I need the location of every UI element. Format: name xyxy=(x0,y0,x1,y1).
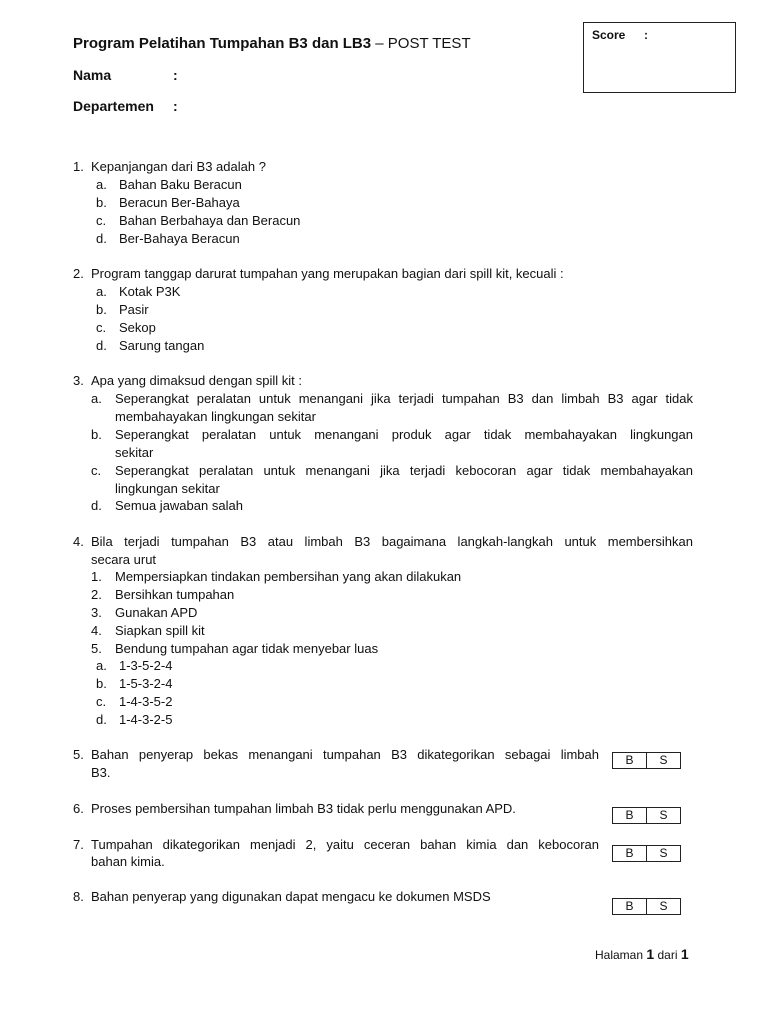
option-letter: d. xyxy=(96,338,107,353)
true-option[interactable]: B xyxy=(613,899,647,914)
footer-middle: dari xyxy=(654,948,681,962)
true-false-box xyxy=(612,845,681,862)
option-text: Pasir xyxy=(119,302,149,317)
document-title xyxy=(73,35,471,52)
option-text: Bahan Baku Beracun xyxy=(119,177,242,192)
total-pages: 1 xyxy=(680,946,689,962)
nama-colon: : xyxy=(173,67,178,83)
step-text: Bersihkan tumpahan xyxy=(115,587,235,602)
question-text: Bahan penyerap bekas menangani tumpahan B3 dikategorikan sebagai limbah xyxy=(91,747,599,762)
option-text-continued: lingkungan sekitar xyxy=(115,481,220,496)
title-bold: Program Pelatihan Tumpahan B3 dan LB3 xyxy=(73,35,372,52)
option-text-continued: sekitar xyxy=(115,445,154,460)
step-number: 3. xyxy=(91,605,102,620)
option-letter: a. xyxy=(96,177,107,192)
question-number: 1. xyxy=(73,159,84,174)
nama-label: Nama xyxy=(73,67,112,83)
question-text: Bahan penyerap yang digunakan dapat mengacu ke dokumen MSDS xyxy=(91,889,491,904)
step-number: 1. xyxy=(91,569,102,584)
step-number: 2. xyxy=(91,587,102,602)
option-text: Kotak P3K xyxy=(119,284,181,299)
title-suffix: – POST TEST xyxy=(371,35,471,52)
option-letter: c. xyxy=(96,694,107,709)
question-number: 7. xyxy=(73,837,84,852)
option-letter: b. xyxy=(91,427,102,442)
question-text: Bila terjadi tumpahan B3 atau limbah B3 bagaimana langkah-langkah untuk membersihkan xyxy=(91,534,693,549)
option-text: Seperangkat peralatan untuk menangani produk agar tidak membahayakan lingkungan xyxy=(115,427,693,442)
question-number: 8. xyxy=(73,889,84,904)
question-number: 2. xyxy=(73,266,84,281)
option-text: Ber-Bahaya Beracun xyxy=(119,231,240,246)
false-option[interactable]: S xyxy=(659,808,668,822)
question-text: Apa yang dimaksud dengan spill kit : xyxy=(91,373,303,388)
question-text: Kepanjangan dari B3 adalah ? xyxy=(91,159,266,174)
true-false-box xyxy=(612,807,681,824)
option-letter: b. xyxy=(96,195,107,210)
question-text: Tumpahan dikategorikan menjadi 2, yaitu ceceran bahan kimia dan kebocoran xyxy=(91,837,599,852)
question-text-continued: bahan kimia. xyxy=(91,854,165,869)
step-text: Bendung tumpahan agar tidak menyebar luas xyxy=(115,641,379,656)
true-false-box xyxy=(612,898,681,915)
option-text-continued: membahayakan lingkungan sekitar xyxy=(115,409,316,424)
option-text: 1-4-3-5-2 xyxy=(119,694,173,709)
option-letter: c. xyxy=(91,463,102,478)
question-text-continued: secara urut xyxy=(91,552,157,567)
option-text: 1-3-5-2-4 xyxy=(119,658,173,673)
option-letter: d. xyxy=(91,498,102,513)
question-number: 3. xyxy=(73,373,84,388)
step-text: Mempersiapkan tindakan pembersihan yang akan dilakukan xyxy=(115,569,462,584)
option-text: Seperangkat peralatan untuk menangani jika terjadi kebocoran agar tidak membahayakan xyxy=(115,463,693,478)
question-number: 5. xyxy=(73,747,84,762)
option-letter: b. xyxy=(96,302,107,317)
false-option[interactable]: S xyxy=(659,846,668,860)
option-text: 1-5-3-2-4 xyxy=(119,676,173,691)
question-text: Program tanggap darurat tumpahan yang merupakan bagian dari spill kit, kecuali : xyxy=(91,266,564,281)
step-text: Gunakan APD xyxy=(115,605,198,620)
step-number: 4. xyxy=(91,623,102,638)
score-label: Score xyxy=(592,28,626,42)
option-text: Seperangkat peralatan untuk menangani jika terjadi tumpahan B3 dan limbah B3 agar tidak xyxy=(115,391,693,406)
option-letter: d. xyxy=(96,231,107,246)
option-letter: c. xyxy=(96,213,107,228)
true-option[interactable]: B xyxy=(613,808,647,823)
step-number: 5. xyxy=(91,641,102,656)
option-text: Semua jawaban salah xyxy=(115,498,243,513)
option-text: 1-4-3-2-5 xyxy=(119,712,173,727)
footer-prefix: Halaman xyxy=(595,948,647,962)
true-option[interactable]: B xyxy=(613,846,647,861)
departemen-label: Departemen xyxy=(73,98,154,114)
option-text: Bahan Berbahaya dan Beracun xyxy=(119,213,301,228)
current-page: 1 xyxy=(646,946,655,962)
option-text: Beracun Ber-Bahaya xyxy=(119,195,240,210)
step-text: Siapkan spill kit xyxy=(115,623,205,638)
option-letter: a. xyxy=(91,391,102,406)
question-text: Proses pembersihan tumpahan limbah B3 tidak perlu menggunakan APD. xyxy=(91,801,516,816)
option-letter: a. xyxy=(96,658,107,673)
option-text: Sekop xyxy=(119,320,156,335)
true-option[interactable]: B xyxy=(613,753,647,768)
option-text: Sarung tangan xyxy=(119,338,205,353)
false-option[interactable]: S xyxy=(659,899,668,913)
question-text-continued: B3. xyxy=(91,765,111,780)
false-option[interactable]: S xyxy=(659,753,668,767)
option-letter: c. xyxy=(96,320,107,335)
page-footer xyxy=(595,946,689,962)
option-letter: d. xyxy=(96,712,107,727)
option-letter: a. xyxy=(96,284,107,299)
question-number: 6. xyxy=(73,801,84,816)
true-false-box xyxy=(612,752,681,769)
departemen-colon: : xyxy=(173,98,178,114)
score-colon: : xyxy=(644,28,648,42)
option-letter: b. xyxy=(96,676,107,691)
question-number: 4. xyxy=(73,534,84,549)
score-box[interactable] xyxy=(583,22,736,93)
